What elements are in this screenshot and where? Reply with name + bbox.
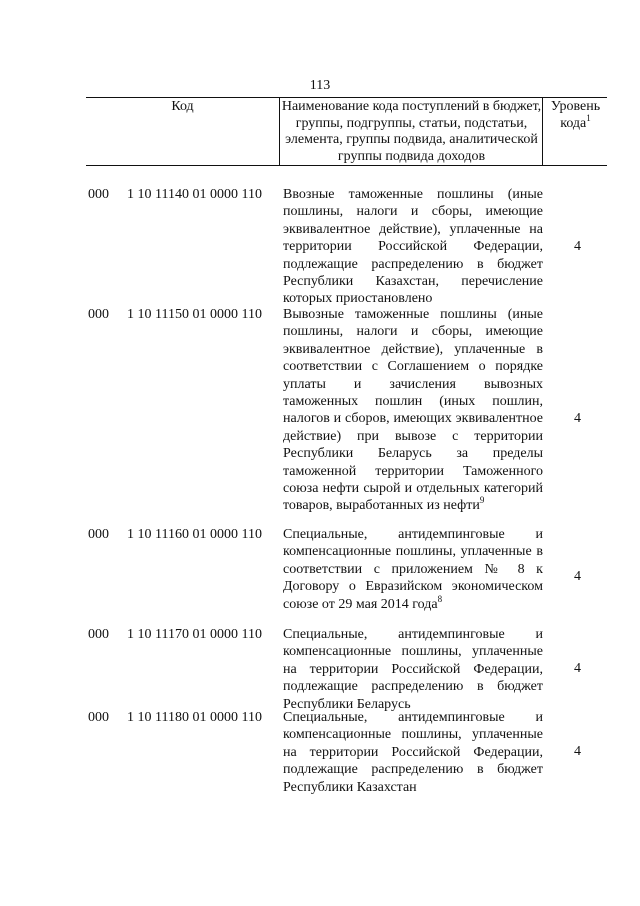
row-level: 4 (574, 744, 581, 759)
row-name-text: Ввозные таможенные пошлины (иные пошлины, налоги и сборы, имеющие эквивалентное действие), уплаченные на территории Российской Федерации, подлежащие распределению в бюджет Республики Казахстан, перечисление которых приостановлено (283, 187, 543, 307)
row-level: 4 (574, 661, 581, 676)
row-code: 1 10 11150 01 0000 110 (127, 307, 262, 322)
row-name-text: Вывозные таможенные пошлины (иные пошлины, налоги и сборы, имеющие эквивалентное действие), уплаченные в соответствии с Соглашением о порядке уплаты и зачисления вывозных таможенных пошлин (иных пошлин, налогов и сборов, имеющих эквивалентное действие) при вывозе с территории Республики Беларусь за пределы таможенной территории Таможенного союза нефти сырой и отдельных категорий товаров, выработанных из нефти (283, 307, 543, 514)
header-code: Код (171, 99, 194, 114)
row-footnote: 8 (437, 593, 443, 604)
header-name: Наименование кода поступлений в бюджет, группы, подгруппы, статьи, подстатьи, элемента, группы подвида, аналитической группы подвида доходов (281, 99, 542, 164)
header-level-footnote: 1 (586, 112, 591, 123)
row-prefix: 000 (88, 187, 109, 202)
row-footnote: 9 (479, 495, 485, 506)
page-number: 113 (309, 78, 331, 93)
row-name (283, 626, 543, 713)
header-top-rule (86, 97, 607, 98)
row-level: 4 (574, 569, 581, 584)
row-name-text: Специальные, антидемпинговые и компенсационные пошлины, уплаченные на территории Российской Федерации, подлежащие распределению в бюджет Республики Беларусь (283, 627, 543, 712)
row-prefix: 000 (88, 307, 109, 322)
row-prefix: 000 (88, 527, 109, 542)
row-prefix: 000 (88, 627, 109, 642)
row-name-text: Специальные, антидемпинговые и компенсационные пошлины, уплаченные в соответствии с приложением № 8 к Договору о Евразийском экономическом союзе от 29 мая 2014 года (283, 527, 543, 612)
row-name-text: Специальные, антидемпинговые и компенсационные пошлины, уплаченные на территории Российской Федерации, подлежащие распределению в бюджет Республики Казахстан (283, 710, 543, 795)
row-code: 1 10 11140 01 0000 110 (127, 187, 262, 202)
row-code: 1 10 11180 01 0000 110 (127, 710, 262, 725)
header-level (544, 99, 607, 132)
row-name (283, 709, 543, 796)
row-code: 1 10 11160 01 0000 110 (127, 527, 262, 542)
header-bottom-rule (86, 165, 607, 166)
header-divider (279, 97, 280, 166)
row-prefix: 000 (88, 710, 109, 725)
header-divider (542, 97, 543, 166)
row-level: 4 (574, 411, 581, 426)
table-header (86, 97, 607, 166)
row-level: 4 (574, 239, 581, 254)
row-name (283, 526, 543, 613)
row-name (283, 186, 543, 308)
row-name (283, 306, 543, 515)
row-code: 1 10 11170 01 0000 110 (127, 627, 262, 642)
header-level-label: Уровень кода (550, 99, 601, 131)
